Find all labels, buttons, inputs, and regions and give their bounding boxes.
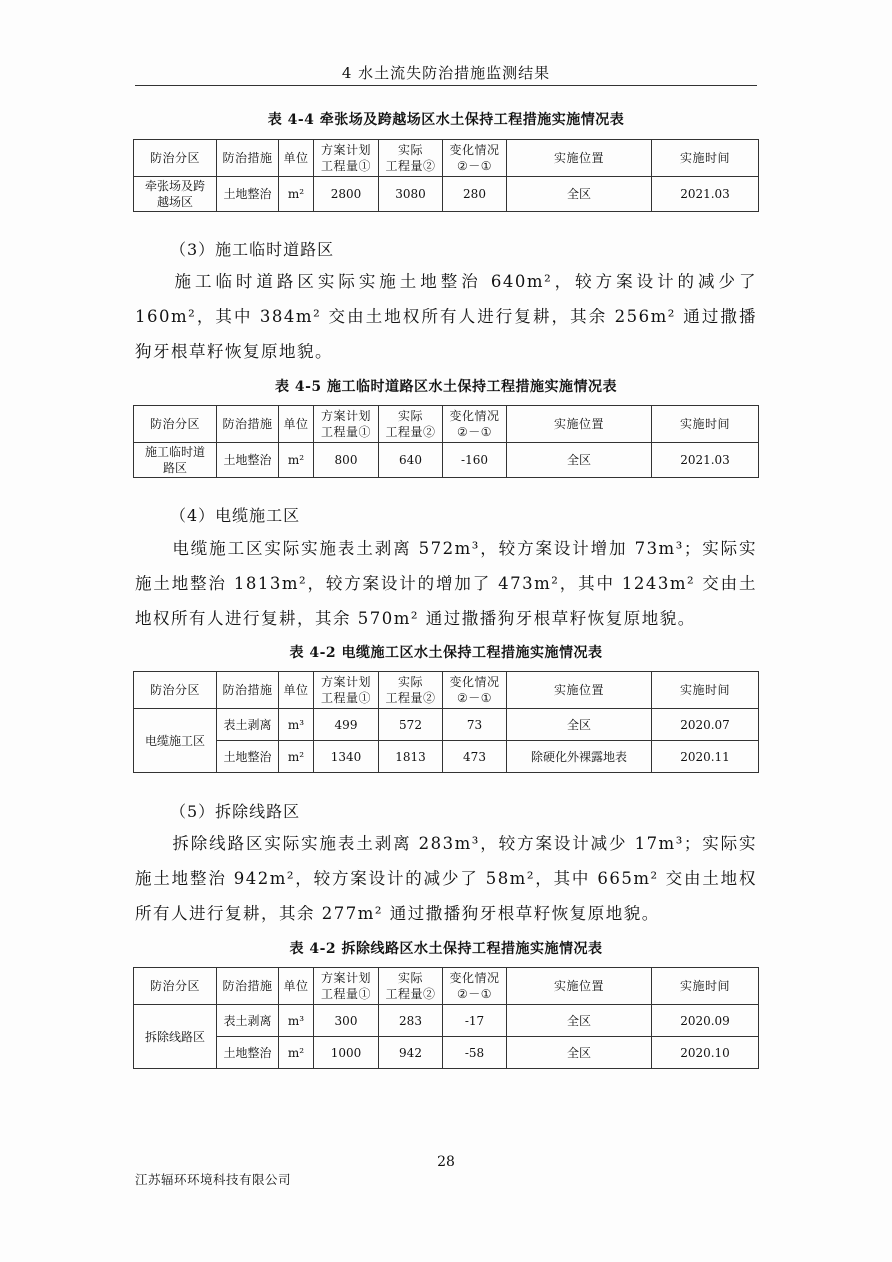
col-header-plan: 方案计划 工程量①	[314, 406, 379, 443]
time-cell: 2020.11	[652, 741, 759, 773]
col-header-unit: 单位	[279, 406, 314, 443]
col-header-change: 变化情况 ②－①	[443, 968, 507, 1005]
table1-caption: 表 4-4 牵张场及跨越场区水土保持工程措施实施情况表	[267, 112, 625, 128]
table2	[133, 405, 759, 478]
col-header-measure: 防治措施	[217, 406, 279, 443]
section5-heading: （5）拆除线路区	[170, 802, 301, 821]
col-header-unit: 单位	[279, 672, 314, 709]
table-header-row	[134, 140, 759, 177]
col-header-actual: 实际 工程量②	[379, 140, 443, 177]
plan-cell: 1340	[314, 741, 379, 773]
table-header-row	[134, 968, 759, 1005]
section3-paragraph: 施工临时道路区实际实施土地整治 640m²，较方案设计的减少了 160m²，其中 384m² 交由土地权所有人进行复耕，其余 256m² 通过撒播狗牙根草籽恢复原地貌。	[135, 272, 757, 361]
change-cell: -17	[443, 1005, 507, 1037]
change-cell: 73	[443, 709, 507, 741]
plan-cell: 499	[314, 709, 379, 741]
col-header-location: 实施位置	[507, 672, 652, 709]
actual-cell: 640	[379, 443, 443, 478]
unit-cell: m²	[279, 741, 314, 773]
plan-cell: 1000	[314, 1037, 379, 1069]
table-row	[134, 443, 759, 478]
col-header-unit: 单位	[279, 968, 314, 1005]
measure-cell: 土地整治	[217, 443, 279, 478]
table-row	[134, 741, 759, 773]
plan-cell: 300	[314, 1005, 379, 1037]
time-cell: 2021.03	[652, 177, 759, 212]
measure-cell: 土地整治	[217, 741, 279, 773]
col-header-time: 实施时间	[652, 406, 759, 443]
unit-cell: m²	[279, 177, 314, 212]
time-cell: 2020.07	[652, 709, 759, 741]
page-number: 28	[437, 1154, 455, 1170]
change-cell: -58	[443, 1037, 507, 1069]
table4	[133, 967, 759, 1069]
col-header-plan: 方案计划 工程量①	[314, 968, 379, 1005]
col-header-location: 实施位置	[507, 406, 652, 443]
actual-cell: 942	[379, 1037, 443, 1069]
col-header-time: 实施时间	[652, 672, 759, 709]
location-cell: 全区	[507, 177, 652, 212]
running-header: 4 水土流失防治措施监测结果	[341, 64, 551, 82]
col-header-measure: 防治措施	[217, 672, 279, 709]
plan-cell: 2800	[314, 177, 379, 212]
col-header-zone: 防治分区	[134, 672, 217, 709]
col-header-actual: 实际 工程量②	[379, 672, 443, 709]
col-header-change: 变化情况 ②－①	[443, 406, 507, 443]
zone-cell: 施工临时道路区	[134, 443, 217, 478]
change-cell: 280	[443, 177, 507, 212]
col-header-plan: 方案计划 工程量①	[314, 140, 379, 177]
measure-cell: 表土剥离	[217, 1005, 279, 1037]
actual-cell: 572	[379, 709, 443, 741]
actual-cell: 283	[379, 1005, 443, 1037]
change-cell: 473	[443, 741, 507, 773]
zone-cell: 牵张场及跨越场区	[134, 177, 217, 212]
location-cell: 全区	[507, 443, 652, 478]
time-cell: 2021.03	[652, 443, 759, 478]
actual-cell: 1813	[379, 741, 443, 773]
col-header-measure: 防治措施	[217, 968, 279, 1005]
change-cell: -160	[443, 443, 507, 478]
location-cell: 除硬化外裸露地表	[507, 741, 652, 773]
unit-cell: m²	[279, 1037, 314, 1069]
col-header-zone: 防治分区	[134, 968, 217, 1005]
col-header-actual: 实际 工程量②	[379, 406, 443, 443]
table-header-row	[134, 672, 759, 709]
unit-cell: m³	[279, 1005, 314, 1037]
table4-caption: 表 4-2 拆除线路区水土保持工程措施实施情况表	[289, 941, 603, 957]
unit-cell: m³	[279, 709, 314, 741]
section4-paragraph: 电缆施工区实际实施表土剥离 572m³，较方案设计增加 73m³；实际实施土地整治 1813m²，较方案设计的增加了 473m²，其中 1243m² 交由土地权所有人进行复耕，其余 570m² 通过撒播狗牙根草籽恢复原地貌。	[135, 539, 757, 628]
section5-paragraph: 拆除线路区实际实施表土剥离 283m³，较方案设计减少 17m³；实际实施土地整治 942m²，较方案设计的减少了 58m²，其中 665m² 交由土地权所有人进行复耕，其余 277m² 通过撒播狗牙根草籽恢复原地貌。	[135, 834, 757, 923]
location-cell: 全区	[507, 1005, 652, 1037]
measure-cell: 表土剥离	[217, 709, 279, 741]
table3-caption: 表 4-2 电缆施工区水土保持工程措施实施情况表	[289, 645, 603, 661]
section3-heading: （3）施工临时道路区	[170, 240, 335, 259]
zone-cell: 电缆施工区	[134, 709, 217, 773]
col-header-measure: 防治措施	[217, 140, 279, 177]
col-header-location: 实施位置	[507, 140, 652, 177]
time-cell: 2020.09	[652, 1005, 759, 1037]
table-row	[134, 1005, 759, 1037]
actual-cell: 3080	[379, 177, 443, 212]
plan-cell: 800	[314, 443, 379, 478]
measure-cell: 土地整治	[217, 1037, 279, 1069]
col-header-time: 实施时间	[652, 968, 759, 1005]
col-header-zone: 防治分区	[134, 406, 217, 443]
time-cell: 2020.10	[652, 1037, 759, 1069]
table1	[133, 139, 759, 212]
section4-heading: （4）电缆施工区	[170, 506, 301, 525]
table3	[133, 671, 759, 773]
col-header-unit: 单位	[279, 140, 314, 177]
col-header-plan: 方案计划 工程量①	[314, 672, 379, 709]
col-header-actual: 实际 工程量②	[379, 968, 443, 1005]
location-cell: 全区	[507, 709, 652, 741]
col-header-time: 实施时间	[652, 140, 759, 177]
footer-company: 江苏辐环环境科技有限公司	[135, 1172, 292, 1187]
location-cell: 全区	[507, 1037, 652, 1069]
table-row	[134, 709, 759, 741]
unit-cell: m²	[279, 443, 314, 478]
table-header-row	[134, 406, 759, 443]
col-header-change: 变化情况 ②－①	[443, 140, 507, 177]
col-header-zone: 防治分区	[134, 140, 217, 177]
zone-cell: 拆除线路区	[134, 1005, 217, 1069]
table-row	[134, 1037, 759, 1069]
col-header-change: 变化情况 ②－①	[443, 672, 507, 709]
table2-caption: 表 4-5 施工临时道路区水土保持工程措施实施情况表	[274, 379, 618, 395]
table-row	[134, 177, 759, 212]
col-header-location: 实施位置	[507, 968, 652, 1005]
measure-cell: 土地整治	[217, 177, 279, 212]
header-rule	[135, 85, 757, 86]
